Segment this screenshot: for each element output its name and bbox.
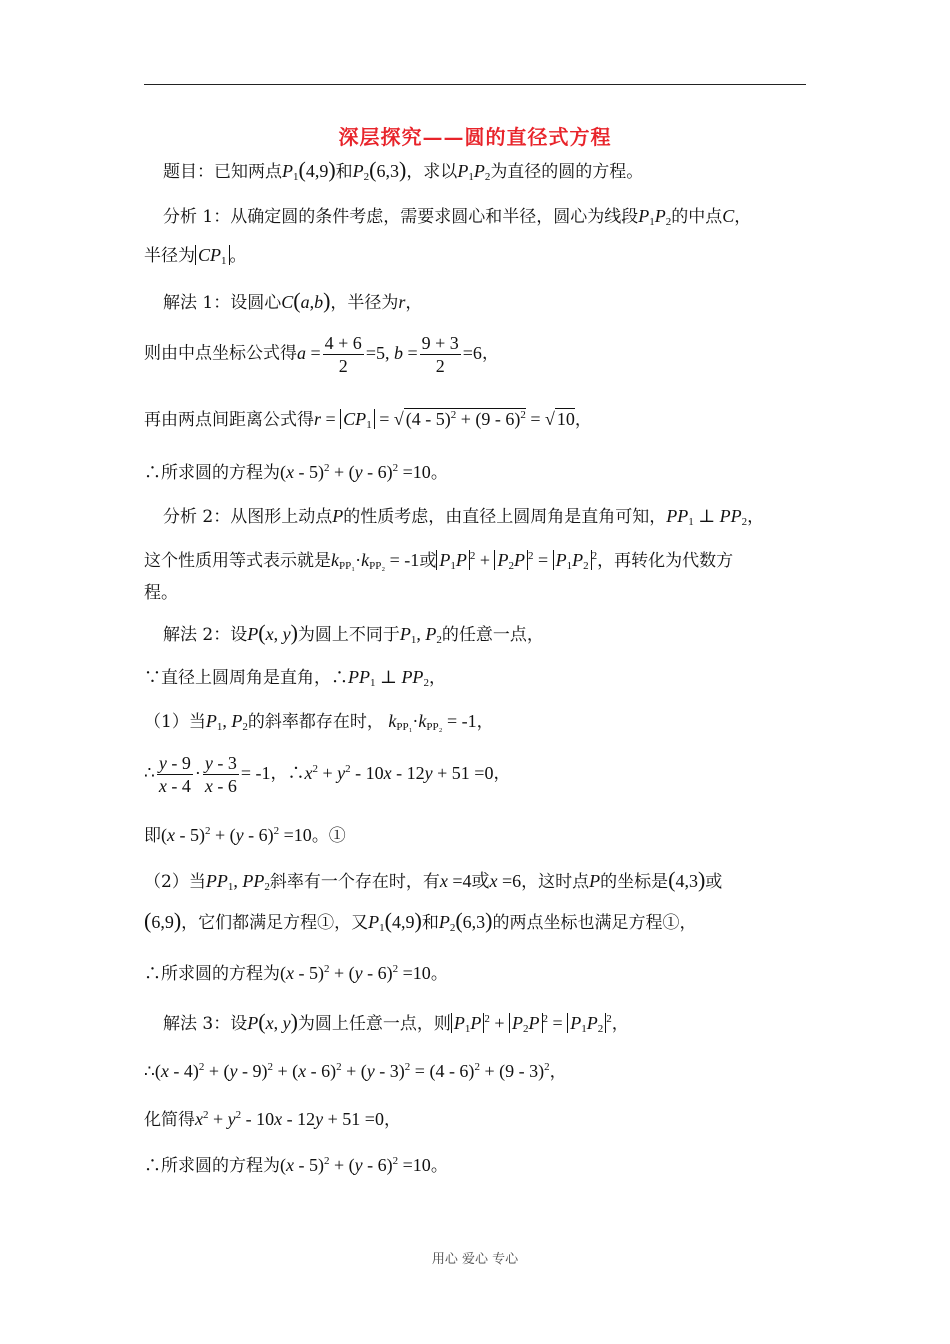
analysis-2-line-2: 这个性质用等式表示就是$k_{PP_1}\cdot k_{PP_2} = -1$或 $P_1P$ $^2 + P_2P$ $^2 = P_1P_2^2$，再转化为代数方 <box>144 550 734 572</box>
analysis-1-line-2: 半径为 $CP_1$ 。 <box>144 245 247 267</box>
analysis-2-line-1: 分析 2：从图形上动点P的性质考虑，由直径上圆周角是直角可知，$PP_1$ ⊥ $PP_2$， <box>163 506 765 528</box>
method-3-equation: ∴(x - 4)$^2$ + (y - 9)$^2$ + (x - 6)$^2$ + (y - 3)$^2$ = (4 - 6)$^2$ + (9 - 3)$^2$， <box>144 1061 567 1082</box>
method-1-intro: 解法 1：设圆心C(a,b)，半径为r， <box>163 288 423 313</box>
method-2-case-1: （1）当$P_1$, $P_2$的斜率都存在时， $k_{PP_1}\cdot k_{PP_2} = -1$， <box>144 711 494 733</box>
method-1-midpoint: 则由中点坐标公式得a = $\frac{4 + 6}{2}$ =5, b = $\frac{9 + 3}{2}$ =6， <box>144 333 499 376</box>
method-2-intro: 解法 2：设P(x, y)为圆上不同于$P_1$, $P_2$的任意一点， <box>163 620 544 646</box>
method-1-distance: 再由两点间距离公式得$r = CP_1$ = √ (4 - 5)$^2$ + (9 - 6)$^2$ = √ 10， <box>144 409 592 431</box>
method-3-simplify: 化简得$x^2 + y^2 - 10x - 12y + 51 =0$， <box>144 1109 401 1130</box>
formula: $P_2(6,3)$ <box>352 157 407 183</box>
page-title: 深层探究——圆的直径式方程 <box>338 125 612 149</box>
problem-statement: 题目：已知两点$P_1(4,9)$和$P_2(6,3)$，求以$P_1P_2$为直径的圆的方程。 <box>163 157 644 183</box>
method-2-case-2-line-2: (6,9)，它们都满足方程①，又$P_1(4,9)$和$P_2(6,3)$的两点坐标也满足方程①， <box>144 908 697 934</box>
method-2-derivation: ∴ $\frac{y - 9}{x - 4}$ · $\frac{y - 3}{x - 6}$ = -1，$\therefore x^2 + y^2 - 10x - 12y + 51 =0$， <box>144 753 511 796</box>
method-1-result: ∴所求圆的方程为(x - 5)$^2$ + (y - 6)$^2$ =10。 <box>144 462 448 483</box>
method-2-result: ∴所求圆的方程为(x - 5)$^2$ + (y - 6)$^2$ =10。 <box>144 963 448 984</box>
page-footer: 用心 爱心 专心 <box>431 1252 519 1267</box>
method-3-intro: 解法 3：设P(x, y)为圆上任意一点，则 $P_1P$ $^2 + P_2P$ $^2 = P_1P_2^2$， <box>163 1009 629 1035</box>
analysis-2-line-3: 程。 <box>144 583 178 603</box>
formula: $P_1(4,9)$ <box>282 157 336 183</box>
method-2-equation-1: 即(x - 5)$^2$ + (y - 6)$^2$ =10。① <box>144 825 346 846</box>
method-2-case-2-line-1: （2）当$PP_1$, $PP_2$斜率有一个存在时，有x =4或x =6，这时点P的坐标是(4,3)或 <box>144 867 723 893</box>
analysis-1-line-1: 分析 1：从确定圆的条件考虑，需要求圆心和半径，圆心为线段$P_1P_2$的中点C， <box>163 206 752 228</box>
method-3-result: ∴所求圆的方程为(x - 5)$^2$ + (y - 6)$^2$ =10。 <box>144 1155 448 1176</box>
header-rule <box>144 84 806 85</box>
method-2-because: ∵直径上圆周角是直角，$\therefore PP_1$ ⊥ $PP_2$， <box>144 667 446 689</box>
